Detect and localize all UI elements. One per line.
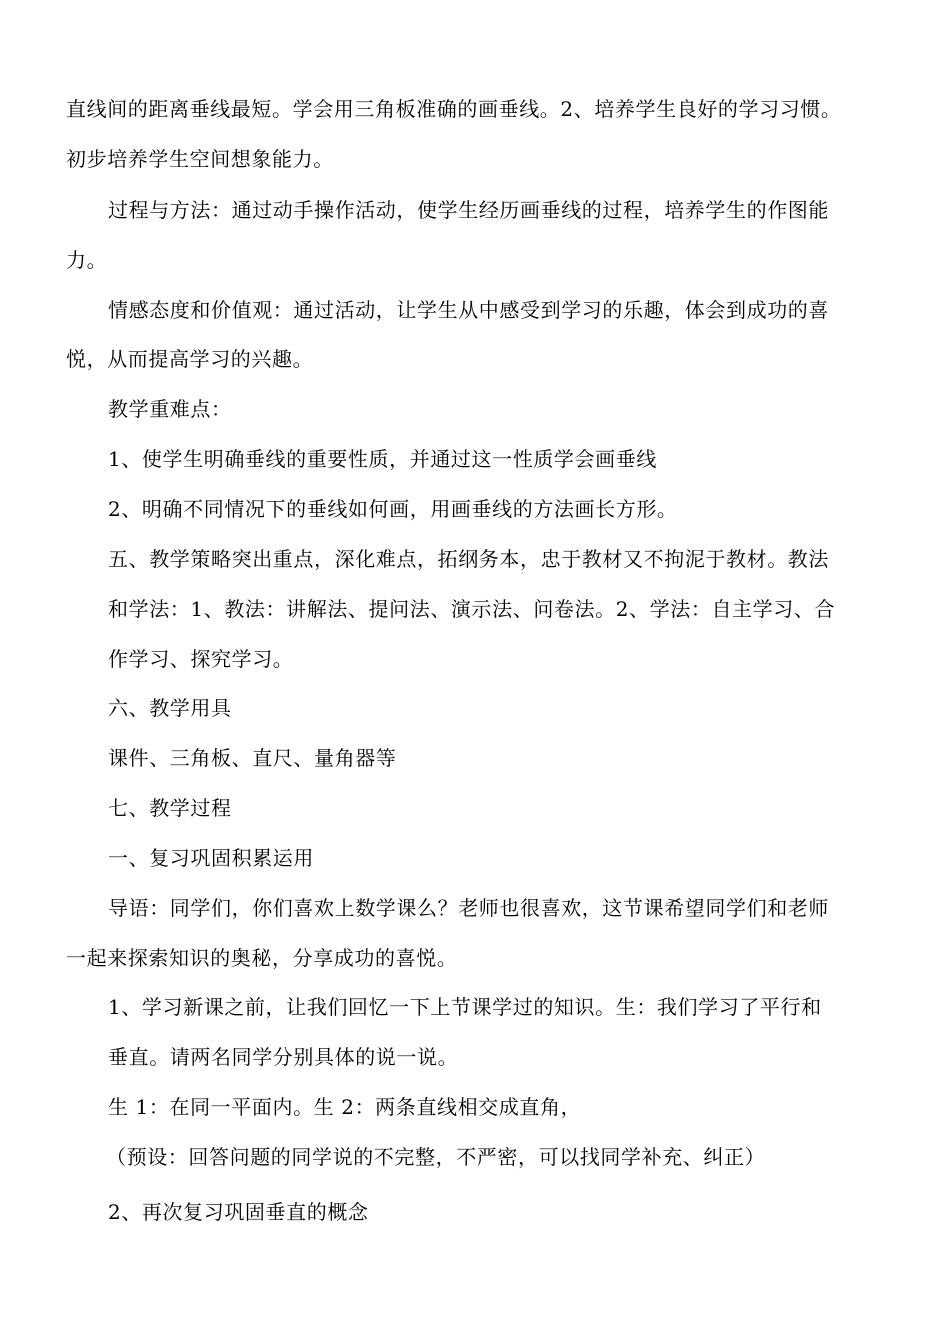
- text-line: 1、学习新课之前，让我们回忆一下上节课学过的知识。生：我们学习了平行和: [108, 995, 822, 1019]
- text-line: 悦，从而提高学习的兴趣。: [66, 347, 314, 371]
- text-line: 力。: [66, 248, 108, 272]
- section-heading: 七、教学过程: [108, 796, 232, 820]
- text-line: （预设：回答问题的同学说的不完整，不严密，可以找同学补充、纠正）: [106, 1145, 766, 1169]
- text-line: 一起来探索知识的奥秘，分享成功的喜悦。: [66, 946, 458, 970]
- section-heading: 六、教学用具: [108, 696, 232, 720]
- text-line: 过程与方法：通过动手操作活动，使学生经历画垂线的过程，培养学生的作图能: [108, 198, 829, 222]
- text-line: 和学法：1、教法：讲解法、提问法、演示法、问卷法。2、学法：自主学习、合: [108, 597, 836, 621]
- text-line: 2、再次复习巩固垂直的概念: [108, 1200, 369, 1224]
- text-line: 情感态度和价值观：通过活动，让学生从中感受到学习的乐趣，体会到成功的喜: [108, 298, 829, 322]
- text-line: 五、教学策略突出重点，深化难点，拓纲务本，忠于教材又不拘泥于教材。教法: [108, 547, 829, 571]
- text-line: 2、明确不同情况下的垂线如何画，用画垂线的方法画长方形。: [108, 497, 678, 521]
- text-line: 垂直。请两名同学分别具体的说一说。: [108, 1045, 459, 1069]
- section-heading: 教学重难点：: [108, 397, 232, 421]
- text-line: 课件、三角板、直尺、量角器等: [108, 746, 397, 770]
- text-line: 直线间的距离垂线最短。学会用三角板准确的画垂线。2、培养学生良好的学习习惯。: [66, 97, 842, 121]
- text-line: 生 1：在同一平面内。生 2：两条直线相交成直角，: [108, 1095, 582, 1119]
- text-line: 导语：同学们，你们喜欢上数学课么？老师也很喜欢，这节课希望同学们和老师: [108, 896, 829, 920]
- text-line: 初步培养学生空间想象能力。: [66, 147, 334, 171]
- text-line: 作学习、探究学习。: [108, 647, 294, 671]
- text-line: 1、使学生明确垂线的重要性质，并通过这一性质学会画垂线: [108, 447, 657, 471]
- section-heading: 一、复习巩固积累运用: [108, 846, 314, 870]
